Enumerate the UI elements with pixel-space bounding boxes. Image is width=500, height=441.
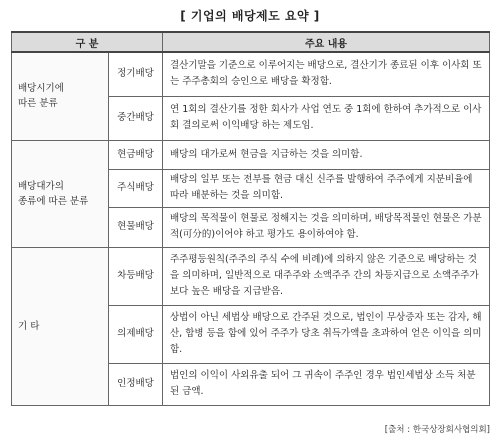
table-row bbox=[12, 52, 490, 96]
subcategory-cell: 인정배당 bbox=[109, 363, 163, 405]
description-cell: 법인의 이익이 사외유출 되어 그 귀속이 주주인 경우 법인세법상 소득 처분된 금액. bbox=[163, 363, 490, 405]
dividend-summary-table bbox=[11, 31, 490, 406]
source-note: [출처 : 한국상장회사협의회] bbox=[384, 425, 490, 435]
header-category: 구 분 bbox=[12, 32, 163, 52]
subcategory-cell: 현물배당 bbox=[109, 207, 163, 247]
description-cell: 연 1회의 결산기를 정한 회사가 사업 연도 중 1회에 한하여 추가적으로 이사회 결의로써 이익배당 하는 제도임. bbox=[163, 96, 490, 140]
description-cell: 배당의 일부 또는 전부를 현금 대신 신주를 발행하여 주주에게 지분비율에 따라 배분하는 것을 의미함. bbox=[163, 169, 490, 207]
subcategory-cell: 현금배당 bbox=[109, 140, 163, 169]
subcategory-cell: 정기배당 bbox=[109, 52, 163, 96]
table-row bbox=[12, 140, 490, 169]
description-cell: 상법이 아닌 세법상 배당으로 간주된 것으로, 법인이 무상증자 또는 감자, 해산, 합병 등을 함에 있어 주주가 당초 취득가액을 초과하여 얻은 이익을 의미함. bbox=[163, 305, 490, 363]
page-title: [ 기업의 배당제도 요약 ] bbox=[180, 9, 320, 23]
subcategory-cell: 중간배당 bbox=[109, 96, 163, 140]
table-row bbox=[12, 247, 490, 305]
description-cell: 배당의 대가로써 현금을 지급하는 것을 의미함. bbox=[163, 140, 490, 169]
description-cell: 주주평등원칙(주주의 주식 수에 비례)에 의하지 않은 기준으로 배당하는 것을 의미하며, 일반적으로 대주주와 소액주주 간의 차등지급으로 소액주주가 보다 높은 배당을 지급받음. bbox=[163, 247, 490, 305]
subcategory-cell: 의제배당 bbox=[109, 305, 163, 363]
description-cell: 결산기말을 기준으로 이루어지는 배당으로, 결산기가 종료된 이후 이사회 또는 주주총회의 승인으로 배당을 확정함. bbox=[163, 52, 490, 96]
category-cell: 기 타 bbox=[12, 247, 109, 405]
subcategory-cell: 차등배당 bbox=[109, 247, 163, 305]
subcategory-cell: 주식배당 bbox=[109, 169, 163, 207]
description-cell: 배당의 목적물이 현물로 정해지는 것을 의미하며, 배당목적물인 현물은 가분적(可分的)이어야 하고 평가도 용이하여야 함. bbox=[163, 207, 490, 247]
header-content: 주요 내용 bbox=[163, 32, 490, 52]
category-cell: 배당시기에 따른 분류 bbox=[12, 52, 109, 140]
table-header-row bbox=[12, 32, 490, 52]
category-cell: 배당대가의 종류에 따른 분류 bbox=[12, 140, 109, 247]
